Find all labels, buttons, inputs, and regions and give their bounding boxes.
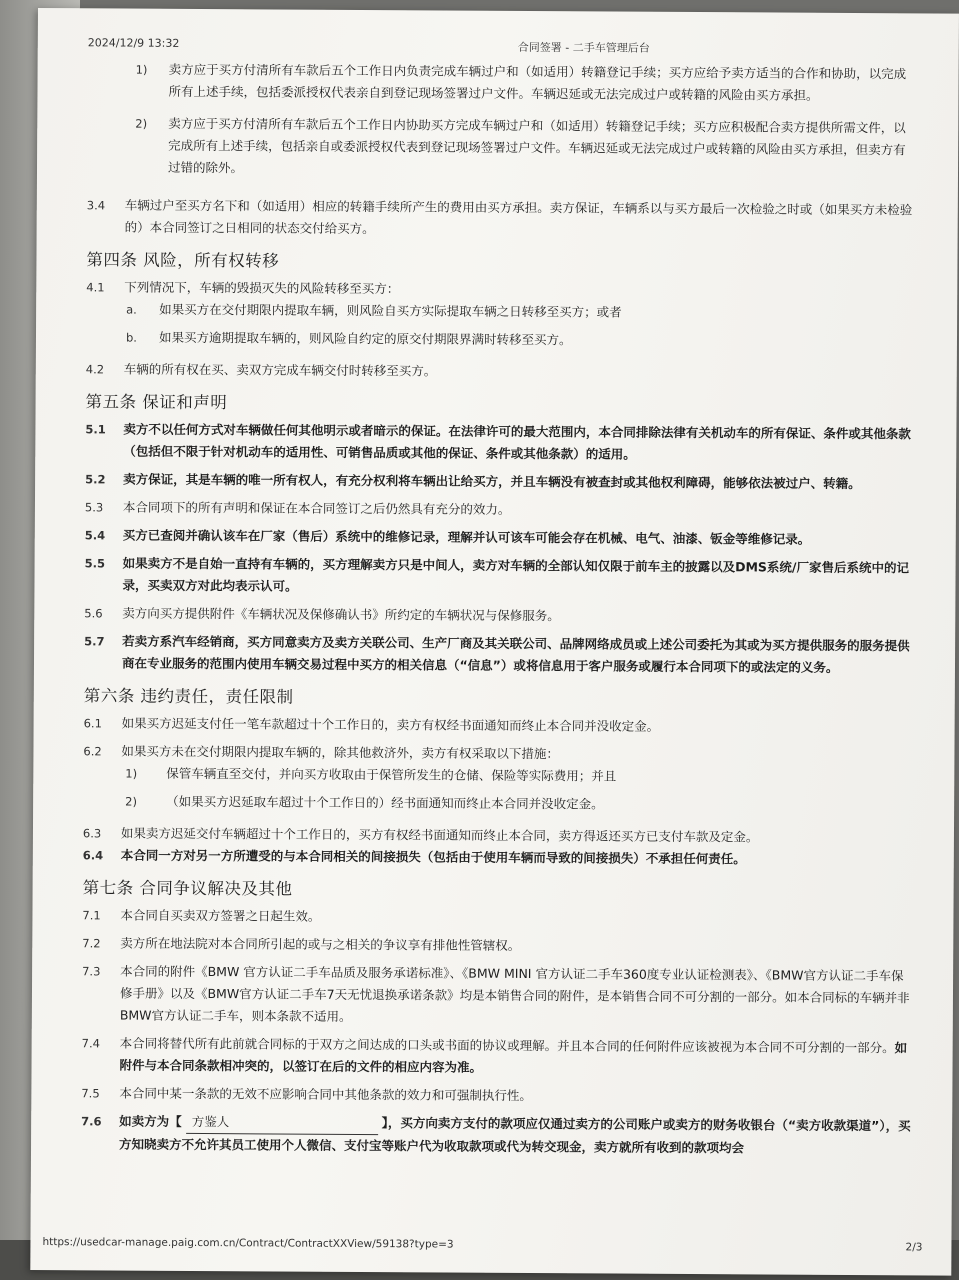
sub-item-text: 如果买方在交付期限内提取车辆，则风险自买方实际提取车辆之日转移至买方；或者 bbox=[159, 301, 622, 320]
sub-item bbox=[135, 113, 917, 184]
clause-text bbox=[119, 1033, 911, 1082]
clause-7-4-bold: 如附件与本合同条款相冲突的，以签订在后的文件的相应内容为准。 bbox=[119, 1040, 908, 1075]
sub-item-text: （如果买方迟延取车超过十个工作日的）经书面通知而终止本合同并没收定金。 bbox=[166, 793, 604, 812]
clause-3-4 bbox=[87, 194, 917, 243]
clause-num: 7.5 bbox=[81, 1086, 100, 1101]
clause-num: 6.1 bbox=[83, 716, 102, 731]
clause-num: 5.1 bbox=[85, 422, 106, 437]
clause-text: 如果卖方不是自始一直持有车辆的，买方理解卖方只是中间人，卖方对车辆的全部认知仅限于前车主的披露以及DMS系统/厂家售后系统中的记录，买卖双方对此均表示认可。 bbox=[122, 555, 910, 594]
print-header bbox=[87, 36, 938, 55]
clause-num: 7.4 bbox=[81, 1036, 101, 1051]
clause-num: 7.6 bbox=[81, 1114, 102, 1129]
clause-7-4-plain: 本合同将替代所有此前就合同标的于双方之间达成的口头或书面的协议或理解。并且本合同的任何附件应该被视为本合同不可分割的一部分。 bbox=[119, 1035, 895, 1056]
sub-item bbox=[135, 59, 917, 108]
clause-7-6 bbox=[81, 1110, 911, 1160]
clause-num: 5.2 bbox=[85, 472, 106, 487]
clause-text: 本合同一方对另一方所遭受的与本合同相关的间接损失（包括由于使用车辆而导致的间接损失）不承担任何责任。 bbox=[120, 847, 746, 867]
print-date: 2024/12/9 13:32 bbox=[87, 36, 180, 50]
clause-num: 5.5 bbox=[84, 556, 106, 571]
seller-name-field: 方鉴人 bbox=[186, 1111, 378, 1135]
clause-5-5 bbox=[84, 552, 914, 601]
section-4-heading: 第四条 风险，所有权转移 bbox=[86, 250, 280, 271]
clause-text: 如果买方迟延支付任一笔车款超过十个工作日的，卖方有权经书面通知而终止本合同并没收定金。 bbox=[121, 715, 660, 734]
clause-num: 5.6 bbox=[84, 606, 103, 621]
clause-text: 本合同项下的所有声明和保证在本合同签订之后仍然具有充分的效力。 bbox=[122, 499, 511, 517]
clause-6-4 bbox=[83, 844, 913, 871]
clause-text: 买方已查阅并确认该车在厂家（售后）系统中的维修记录，理解并认可该车可能会存在机械、电气、油漆、钣金等维修记录。 bbox=[122, 527, 811, 547]
clause-text: 本合同中某一条款的无效不应影响合同中其他条款的效力和可强制执行性。 bbox=[119, 1085, 532, 1104]
clause-text: 如果卖方迟延交付车辆超过十个工作日的，买方有权经书面通知而终止本合同，卖方得返还买方已支付车款及定金。 bbox=[120, 825, 759, 845]
section-5-heading: 第五条 保证和声明 bbox=[85, 392, 228, 413]
clause-4-2 bbox=[86, 358, 916, 385]
clause-text: 卖方所在地法院对本合同所引起的或与之相关的争议享有排他性管辖权。 bbox=[120, 935, 521, 953]
sub-item-text: 卖方应于买方付清所有车款后五个工作日内负责完成车辆过户和（如适用）转籍登记手续；买方应给予卖方适当的合作和协助，以完成所有上述手续，包括委派授权代表亲自到登记现场签署过户文件。车辆迟延或无法完成过户或转籍的风险由买方承担。 bbox=[168, 61, 907, 103]
sub-item-text: 如果买方逾期提取车辆的，则风险自约定的原交付期限界满时转移至买方。 bbox=[158, 329, 572, 348]
section-6-heading: 第六条 违约责任，责任限制 bbox=[83, 686, 294, 707]
clause-text: 如果买方未在交付期限内提取车辆的，除其他救济外，卖方有权采取以下措施： bbox=[121, 743, 560, 762]
clause-text: 车辆的所有权在买、卖双方完成车辆交付时转移至买方。 bbox=[123, 361, 437, 379]
clause-num: 6.3 bbox=[82, 826, 102, 841]
sub-item-num: b. bbox=[125, 330, 137, 345]
clause-7-6-prefix: 如卖方为【 bbox=[119, 1113, 182, 1129]
clause-num: 6.2 bbox=[83, 744, 102, 759]
sub-item-text: 卖方应于买方付清所有车款后五个工作日内协助买方完成车辆过户和（如适用）转籍登记手续；买方应积极配合卖方提供所需文件，以完成所有上述手续，包括亲自或委派授权代表到登记现场签署过户文件。车辆迟延或无法完成过户或转籍的风险由买方承担，但卖方有过错的除外。 bbox=[167, 115, 906, 176]
clause-text: 卖方不以任何方式对车辆做任何其他明示或者暗示的保证。在法律许可的最大范围内，本合同排除法律有关机动车的所有保证、条件或其他条款（包括但不限于针对机动车的适用性、可销售品质或其他的保证、条件或其他条款）的适用。 bbox=[123, 421, 911, 462]
clause-text: 卖方向买方提供附件《车辆状况及保修确认书》所约定的车辆状况与保修服务。 bbox=[122, 605, 560, 624]
sub-item-num: 1) bbox=[135, 62, 148, 77]
print-title: 合同签署 - 二手车管理后台 bbox=[517, 40, 650, 55]
clause-text: 卖方保证，其是车辆的唯一所有权人，有充分权利将车辆出让给买方，并且车辆没有被查封或其他权利障碍，能够依法被过户、转籍。 bbox=[123, 471, 861, 492]
page-number: 2/3 bbox=[905, 1241, 923, 1254]
clause-num: 4.1 bbox=[86, 280, 105, 295]
sub-item-num: a. bbox=[126, 302, 137, 317]
clause-text: 下列情况下，车辆的毁损灭失的风险转移至买方： bbox=[124, 279, 400, 297]
clause-num: 7.3 bbox=[82, 964, 101, 979]
clause-text: 本合同自买卖双方签署之日起生效。 bbox=[120, 907, 321, 924]
clause-num: 3.4 bbox=[86, 198, 106, 213]
clause-text: 车辆过户至买方名下和（如适用）相应的转籍手续所产生的费用由买方承担。卖方保证，车辆系以与买方最后一次检验之时或（如果买方未检验的）本合同签订之日相同的状态交付给买方。 bbox=[124, 197, 913, 237]
print-url: https://usedcar-manage.paig.com.cn/Contract/ContractXXView/59138?type=3 bbox=[42, 1236, 454, 1251]
clause-num: 4.2 bbox=[85, 362, 105, 377]
contract-body bbox=[81, 58, 918, 1160]
clause-num: 6.4 bbox=[82, 848, 104, 863]
clause-7-3 bbox=[82, 960, 912, 1031]
clause-num: 7.1 bbox=[82, 908, 101, 923]
section-7-heading: 第七条 合同争议解决及其他 bbox=[82, 878, 293, 899]
print-footer bbox=[42, 1236, 923, 1254]
clause-5-7 bbox=[84, 630, 914, 679]
clause-text: 若卖方系汽车经销商，买方同意卖方及卖方关联公司、生产厂商及其关联公司、品牌网络成员或上述公司委托为其或为买方提供服务的服务提供商在专业服务的范围内使用车辆交易过程中买方的相关信息（“信息”）或将信息用于客户服务或履行本合同项下的或法定的义务。 bbox=[121, 633, 910, 675]
clause-7-6-suffix: 】，买方向卖方支付的款项应仅通过卖方的公司账户或卖方的财务收银台（“卖方收款渠道”），买方知晓卖方不允许其员工使用个人微信、支付宝等账户代为收取款项或代为转交现金，卖方就所有收到的款项均会 bbox=[119, 1115, 911, 1156]
sub-item-num: 1) bbox=[125, 766, 138, 781]
clause-5-1 bbox=[85, 418, 915, 467]
clause-7-4 bbox=[81, 1032, 911, 1081]
clause-num: 5.7 bbox=[84, 634, 105, 649]
sub-item-text: 保管车辆直至交付，并向买方收取由于保管所发生的仓储、保险等实际费用；并且 bbox=[166, 765, 617, 784]
clause-num: 7.2 bbox=[82, 936, 101, 951]
clause-num: 5.3 bbox=[84, 500, 104, 515]
clause-text: 本合同的附件《BMW 官方认证二手车品质及服务承诺标准》、《BMW MINI 官方认证二手车360度专业认证检测表》、《BMW官方认证二手车保修手册》以及《BMW官方认证二手车7天无忧退换承诺条款》均是本销售合同的附件，是本销售合同不可分割的一部分。如本合同标的车辆并非BMW官方认证二手车，则本条款不适用。 bbox=[119, 963, 910, 1024]
contract-page bbox=[30, 8, 959, 1276]
clause-num: 5.4 bbox=[84, 528, 106, 543]
sub-item-num: 2) bbox=[135, 116, 148, 131]
sub-item-num: 2) bbox=[125, 794, 138, 809]
clause-text bbox=[119, 1111, 911, 1161]
